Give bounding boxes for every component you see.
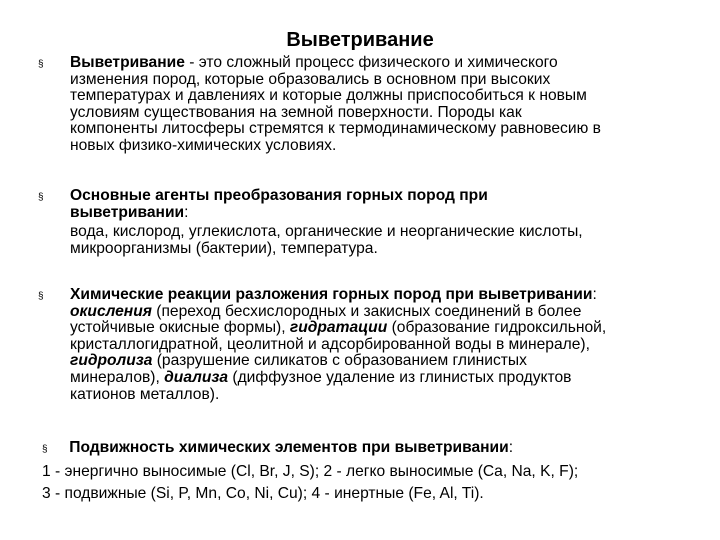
reactions-line: кристаллогидратной, цеолитной и адсорбированной воды в минерале), <box>70 335 590 353</box>
reactions-colon: : <box>592 286 597 303</box>
oxidation-text: (переход бесхислородных и закисных соединений в более <box>151 302 582 320</box>
reactions-line <box>70 353 700 370</box>
reactions-text: минералов), <box>70 368 165 386</box>
mobility-heading: Подвижность химических элементов при выветривании <box>69 439 509 456</box>
bullet-marker: § <box>42 444 48 455</box>
term-dialysis: диализа <box>164 368 229 386</box>
agents-line: вода, кислород, углекислота, органические и неорганические кислоты, <box>70 223 583 241</box>
agents-colon: : <box>184 203 189 221</box>
definition-line: температурах и давлениях и которые должны приспособиться к новым <box>70 87 587 105</box>
agents-heading-tail: выветривании <box>70 203 185 221</box>
hydrolysis-text: (разрушение силикатов с образованием глинистых <box>152 352 527 370</box>
reactions-line <box>70 304 700 321</box>
bullet-marker: § <box>38 291 44 302</box>
paragraph-agents <box>70 188 700 257</box>
paragraph-definition <box>70 55 700 155</box>
definition-text: - это сложный процесс физического и химического <box>184 54 558 71</box>
term-hydration: гидратации <box>289 319 388 337</box>
agents-heading-line2 <box>70 205 700 222</box>
definition-line: изменения пород, которые образовались в основном при высоких <box>70 70 551 88</box>
reactions-heading: Химические реакции разложения горных пород при выветривании <box>70 286 593 303</box>
agents-line: микроорганизмы (бактерии), температура. <box>70 239 378 257</box>
reactions-heading-line <box>70 287 700 304</box>
mobility-line: 1 - энергично выносимые (Cl, Br, J, S); 2 - легко выносимые (Ca, Na, K, F); <box>42 463 579 480</box>
hydration-text: (образование гидроксильной, <box>387 319 607 337</box>
paragraph-reactions <box>70 287 700 403</box>
reactions-line <box>70 370 700 387</box>
slide-title: Выветривание <box>286 29 434 51</box>
definition-line: новых физико-химических условиях. <box>70 136 337 154</box>
mobility-line: 3 - подвижные (Si, P, Mn, Co, Ni, Cu); 4 - инертные (Fe, Al, Ti). <box>42 485 484 502</box>
mobility-heading-line <box>42 437 712 461</box>
term-oxidation: окисления <box>70 302 152 320</box>
mobility-colon: : <box>508 439 514 456</box>
paragraph-mobility <box>42 437 712 505</box>
bullet-marker: § <box>38 192 44 203</box>
reactions-line: катионов металлов). <box>70 385 220 403</box>
agents-heading: Основные агенты преобразования горных пород при <box>70 187 488 204</box>
reactions-text: устойчивые окисные формы), <box>70 319 290 337</box>
dialysis-text: (диффузное удаление из глинистых продуктов <box>228 368 572 386</box>
definition-line: компоненты литосферы стремятся к термодинамическому равновесию в <box>70 120 601 138</box>
term-weathering: Выветривание <box>70 54 185 71</box>
definition-line <box>70 55 700 72</box>
bullet-marker: § <box>38 59 44 70</box>
reactions-line <box>70 320 700 337</box>
definition-line: условиям существования на земной поверхности. Породы как <box>70 103 522 121</box>
term-hydrolysis: гидролиза <box>70 352 153 370</box>
